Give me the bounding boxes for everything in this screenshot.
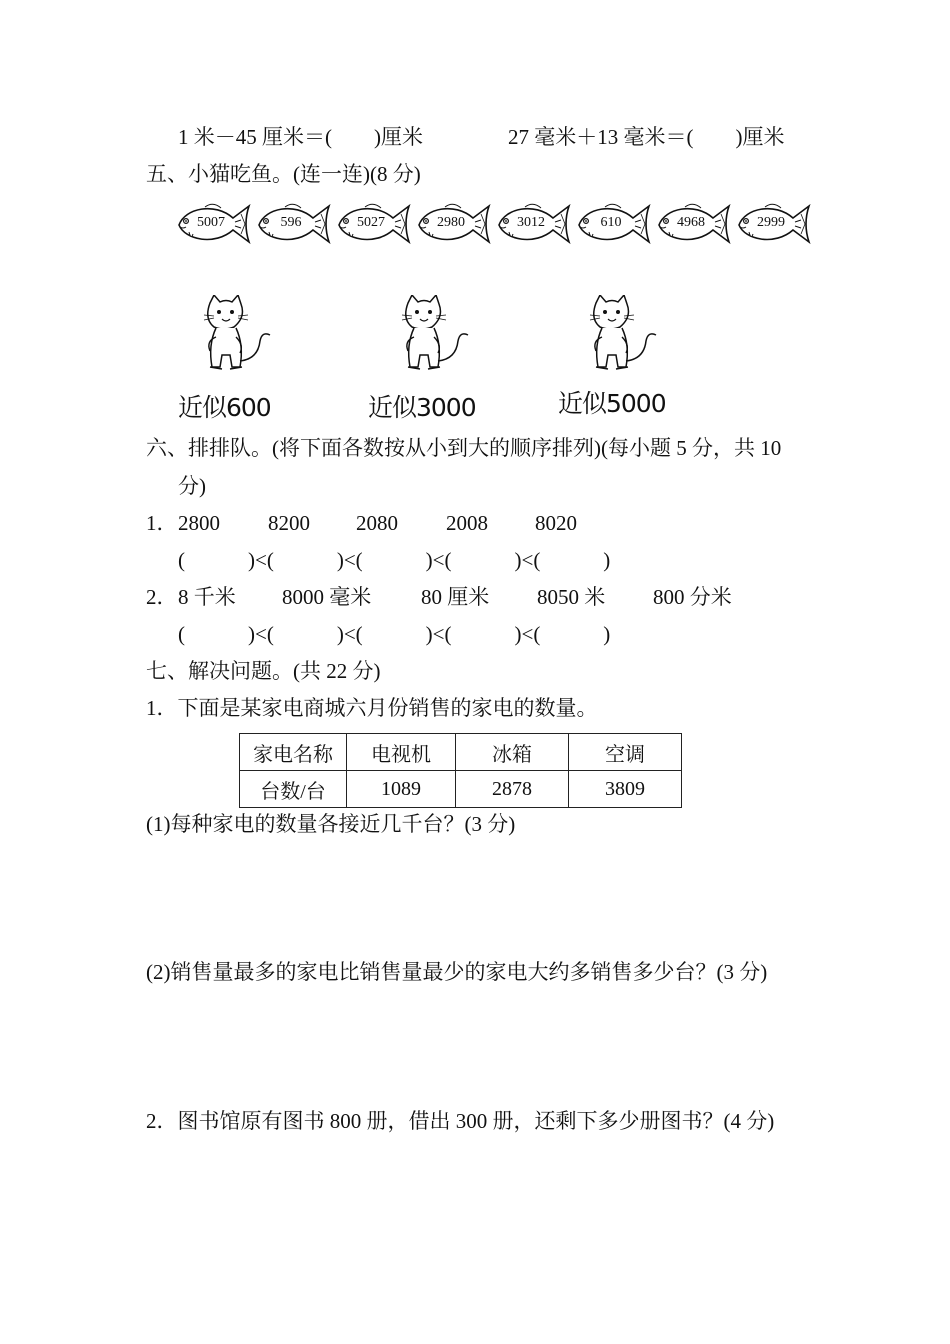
answer-area-q1-1[interactable] bbox=[146, 850, 806, 950]
q2-item: 800 分米 bbox=[653, 585, 732, 609]
section6-title-line1: 六、排排队。(将下面各数按从小到大的顺序排列)(每小题 5 分，共 10 bbox=[146, 436, 782, 460]
answer-area-q1-2[interactable] bbox=[146, 998, 806, 1098]
fish-icon[interactable] bbox=[655, 198, 735, 250]
fish-number: 596 bbox=[280, 215, 302, 230]
fish-icon[interactable] bbox=[495, 198, 575, 250]
q1-number: 2080 bbox=[356, 511, 398, 535]
fish-number: 2999 bbox=[757, 215, 785, 230]
unit-conversion-left: 1 米－45 厘米＝( )厘米 bbox=[178, 125, 423, 149]
appliance-sales-table bbox=[239, 733, 682, 808]
table-row bbox=[240, 771, 682, 808]
q2-label: 2． bbox=[146, 585, 178, 609]
fish-icon[interactable] bbox=[735, 198, 815, 250]
table-header-cell: 冰箱 bbox=[456, 734, 569, 771]
table-header-row bbox=[240, 734, 682, 771]
cat-approx-label: 近似5000 bbox=[558, 389, 666, 418]
fish-number: 3012 bbox=[517, 215, 545, 230]
cat-approx-label: 近似600 bbox=[178, 393, 271, 422]
table-header-cell: 空调 bbox=[569, 734, 682, 771]
cat-approx-label: 近似3000 bbox=[368, 393, 476, 422]
section7-q1-2: (2)销售量最多的家电比销售量最少的家电大约多销售多少台？(3 分) bbox=[146, 960, 768, 984]
fish-number: 2980 bbox=[437, 215, 465, 230]
answer-area-q2[interactable] bbox=[146, 1147, 806, 1297]
table-cell: 3809 bbox=[569, 771, 682, 808]
q1-number: 8200 bbox=[268, 511, 310, 535]
table-cell: 台数/台 bbox=[240, 771, 347, 808]
fish-number: 5007 bbox=[197, 215, 225, 230]
q1-label: 1． bbox=[146, 511, 178, 535]
fish-number: 5027 bbox=[357, 215, 385, 230]
q2-item: 80 厘米 bbox=[421, 585, 490, 609]
table-header-cell: 家电名称 bbox=[240, 734, 347, 771]
q1-number: 8020 bbox=[535, 511, 577, 535]
q2-answer-blanks[interactable]: ( )<( )<( )<( )<( ) bbox=[178, 622, 611, 646]
section7-q2: 2．图书馆原有图书 800 册，借出 300 册，还剩下多少册图书？(4 分) bbox=[146, 1109, 775, 1133]
section7-title: 七、解决问题。(共 22 分) bbox=[146, 659, 381, 683]
fish-icon[interactable] bbox=[255, 198, 335, 250]
cat-icon[interactable] bbox=[394, 295, 474, 385]
section7-q1: 1．下面是某家电商城六月份销售的家电的数量。 bbox=[146, 696, 598, 720]
fish-icon[interactable] bbox=[335, 198, 415, 250]
q2-item: 8 千米 bbox=[178, 585, 236, 609]
q1-number: 2800 bbox=[178, 511, 220, 535]
unit-conversion-right: 27 毫米＋13 毫米＝( )厘米 bbox=[508, 125, 785, 149]
fish-number: 610 bbox=[600, 215, 622, 230]
section7-q1-1: (1)每种家电的数量各接近几千台？(3 分) bbox=[146, 812, 516, 836]
table-cell: 2878 bbox=[456, 771, 569, 808]
fish-icon[interactable] bbox=[415, 198, 495, 250]
section6-title-line2: 分) bbox=[178, 474, 206, 498]
q2-item: 8000 毫米 bbox=[282, 585, 372, 609]
cat-icon[interactable] bbox=[196, 295, 276, 385]
q1-number: 2008 bbox=[446, 511, 488, 535]
fish-icon[interactable] bbox=[575, 198, 655, 250]
q1-answer-blanks[interactable]: ( )<( )<( )<( )<( ) bbox=[178, 548, 611, 572]
fish-number: 4968 bbox=[677, 215, 705, 230]
cat-icon[interactable] bbox=[582, 295, 662, 385]
table-header-cell: 电视机 bbox=[347, 734, 456, 771]
table-cell: 1089 bbox=[347, 771, 456, 808]
fish-icon[interactable] bbox=[175, 198, 255, 250]
q2-item: 8050 米 bbox=[537, 585, 606, 609]
section5-title: 五、小猫吃鱼。(连一连)(8 分) bbox=[146, 162, 421, 186]
